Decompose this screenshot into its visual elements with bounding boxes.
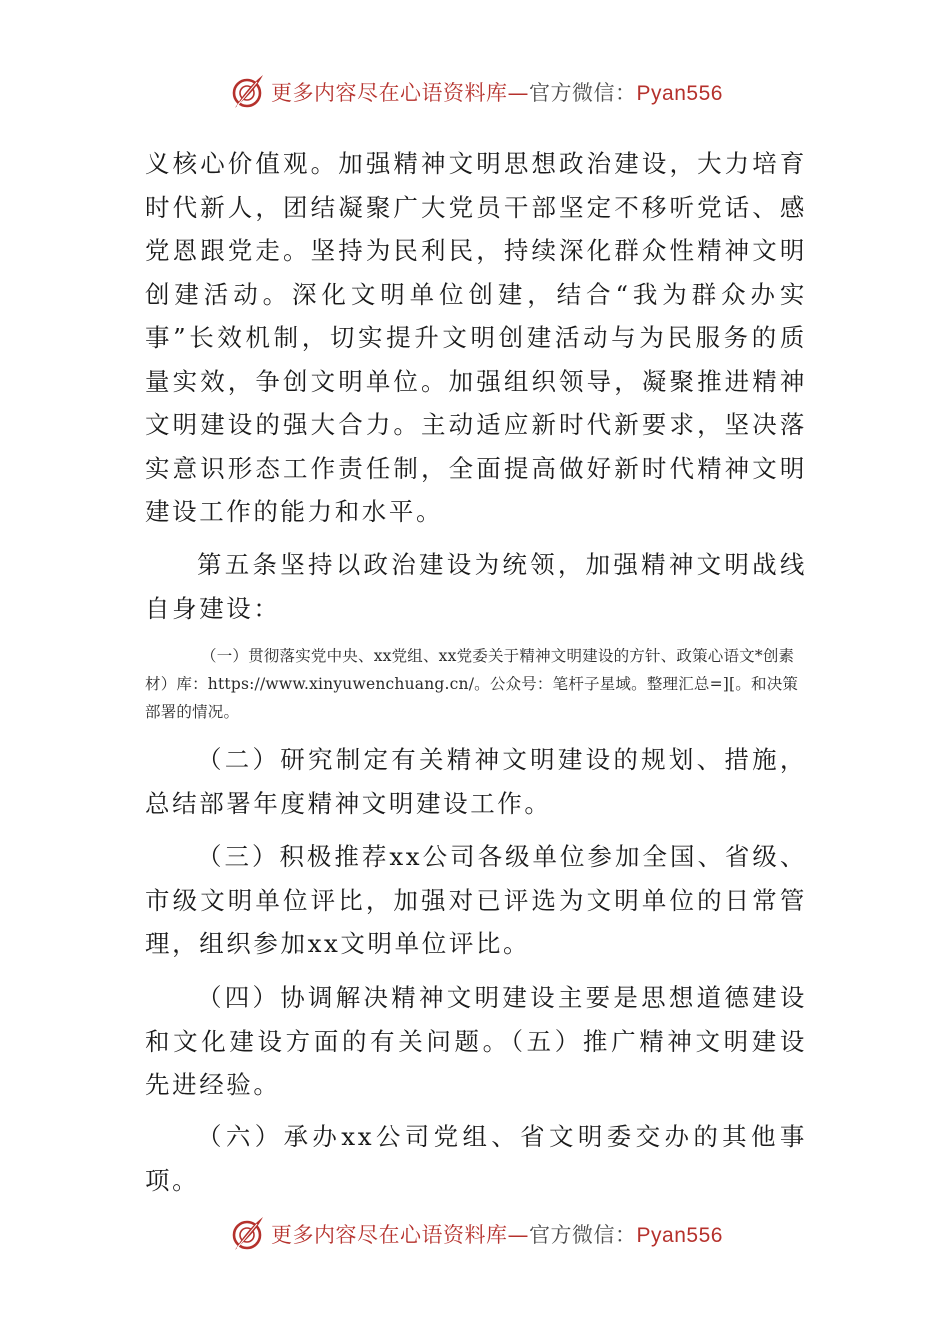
quill-logo-icon [227, 1214, 267, 1254]
banner-wechat-label: 官方微信： [529, 1223, 637, 1247]
banner-title: 更多内容尽在心语资料库— [271, 81, 530, 105]
footer-banner [0, 1212, 950, 1256]
banner-wechat-id: Pyan556 [636, 1224, 723, 1247]
paragraph-item-6: （六）承办xx公司党组、省文明委交办的其他事项。 [145, 1122, 807, 1195]
quill-logo-icon [227, 72, 267, 112]
banner-wechat-label: 官方微信： [529, 81, 637, 105]
paragraph-core-values: 义核心价值观。加强精神文明思想政治建设，大力培育时代新人，团结凝聚广大党员干部坚定不移听党话、感党恩跟党走。坚持为民利民，持续深化群众性精神文明创建活动。深化文明单位创建，结合“我为群众办实事”长效机制，切实提升文明创建活动与为民服务的质量实效，争创文明单位。加强组织领导，凝聚推进精神文明建设的强大合力。主动适应新时代新要求，坚决落实意识形态工作责任制，全面提高做好新时代精神文明建设工作的能力和水平。 [145, 149, 807, 526]
paragraph-item-2: （二）研究制定有关精神文明建设的规划、措施，总结部署年度精神文明建设工作。 [145, 745, 807, 818]
paragraph-item-3: （三）积极推荐xx公司各级单位参加全国、省级、市级文明单位评比，加强对已评选为文明单位的日常管理，组织参加xx文明单位评比。 [145, 842, 807, 958]
banner-text [271, 1219, 723, 1249]
banner-title: 更多内容尽在心语资料库— [271, 1223, 530, 1247]
banner-text [271, 77, 723, 107]
header-banner [0, 70, 950, 114]
item-1-text: （一）贯彻落实党中央、xx党组、xx党委关于精神文明建设的方针、政策心语文*创素材）库：https://www.xinyuwenchuang.cn/。公众号：笔杆子星域。整理汇总=][。和决策部署的情况。 [145, 647, 799, 721]
paragraph-item-4-5: （四）协调解决精神文明建设主要是思想道德建设和文化建设方面的有关问题。（五）推广精神文明建设先进经验。 [145, 983, 807, 1099]
paragraph-article-5: 第五条坚持以政治建设为统领，加强精神文明战线自身建设： [145, 550, 807, 623]
banner-wechat-id: Pyan556 [636, 82, 723, 105]
paragraph-item-1 [145, 642, 807, 726]
